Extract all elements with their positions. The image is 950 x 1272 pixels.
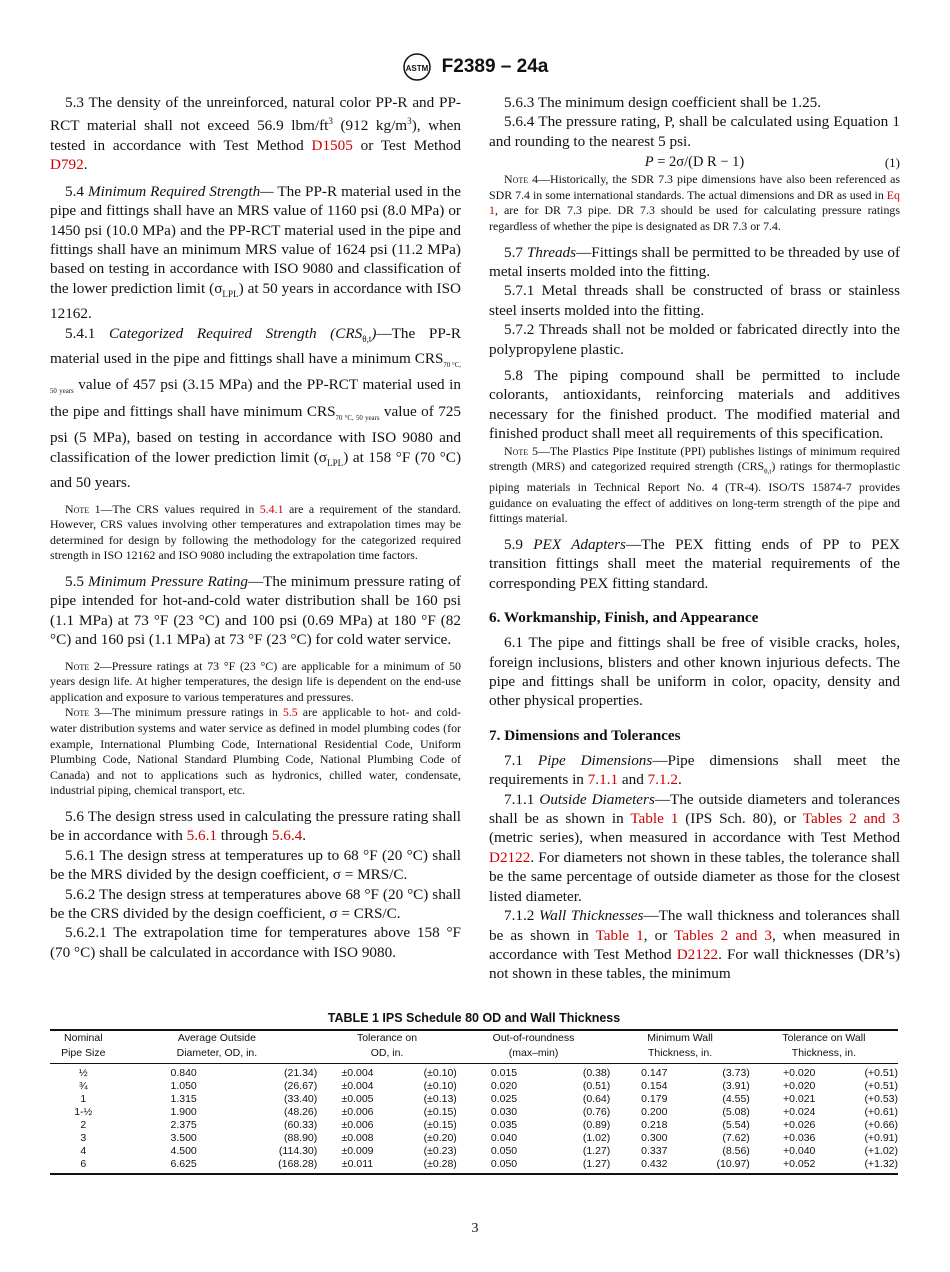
inch-value-cell: 0.015 (490, 1067, 518, 1079)
paragraph (489, 93, 900, 112)
inch-value-cell: 3.500 (170, 1132, 197, 1144)
metric-value-cell: (114.30) (278, 1145, 318, 1157)
text-run: 5.7.2 Threads shall not be molded or fabricated directly into the polypropylene plastic. (489, 321, 900, 358)
text-run: 6. Workmanship, Finish, and Appearance (489, 609, 759, 627)
inch-value-cell: +0.052 (750, 1158, 849, 1174)
italic-run: Outside Diameters (539, 790, 655, 808)
text-run: = 2σ/(D R − 1) (653, 154, 745, 171)
cross-reference-link[interactable]: Eq 1 (489, 187, 900, 218)
text-run: 7.1 (504, 751, 538, 769)
sub-script: θ,t (764, 467, 772, 476)
text-run: 5.6.2 The design stress at temperatures above 68 °F (20 °C) shall be the CRS divided by the design coefficient, σ = CRS/C. (50, 885, 461, 922)
metric-value-cell: (7.62) (722, 1132, 750, 1144)
inch-value-cell: ±0.006 (341, 1106, 374, 1118)
subtiny-script: 70 °C, 50 years (335, 414, 380, 422)
paragraph (50, 846, 461, 885)
paragraph (50, 885, 461, 924)
note-label: Note (504, 443, 529, 458)
inch-value-cell: 6.625 (117, 1158, 251, 1174)
italic-run: P (644, 154, 654, 171)
inch-value-cell: 0.050 (457, 1158, 551, 1174)
metric-value-cell: (10.97) (698, 1158, 750, 1174)
metric-value-cell: (±0.15) (423, 1119, 457, 1131)
metric-value-cell: (+0.53) (864, 1093, 898, 1105)
text-run: 5.6.1 The design stress at temperatures up to 68 °F (20 °C) shall be the MRS divided by the design coefficient, σ = MRS/C. (50, 846, 461, 884)
paragraph (489, 320, 900, 359)
metric-value-cell: (±0.10) (423, 1080, 457, 1092)
text-run: 7.1.1 (504, 790, 540, 808)
text-run: 4—Historically, the SDR 7.3 pipe dimensions have also been referenced as SDR 7.4 in some international standards. The actual dimensions and DR as used in (489, 172, 900, 202)
paragraph (489, 906, 900, 984)
text-run: , or (643, 926, 675, 944)
text-run: —The PP-R material used in the pipe and fittings shall have a minimum CRS (50, 324, 461, 367)
paragraph (50, 93, 461, 175)
inch-value-cell: ±0.011 (317, 1158, 398, 1174)
metric-value-cell: (33.40) (283, 1093, 318, 1105)
note-label: Note (65, 501, 90, 516)
table-row (50, 1145, 898, 1158)
metric-value-cell: (0.76) (582, 1106, 611, 1118)
pipe-size-cell: 3 (80, 1132, 87, 1144)
text-run: value of 725 psi (5 MPa), based on testing in accordance with ISO 9080 and classification of the lower prediction limit (σ (50, 402, 461, 466)
inch-value-cell: 0.147 (641, 1067, 668, 1079)
column-header: Out-of-roundness (457, 1030, 610, 1046)
text-run: —The PEX fitting ends of PP to PEX transition fittings shall meet the material requirements of the corresponding PEX fitting standard. (489, 536, 900, 592)
text-run: 5.4 (65, 182, 88, 200)
inch-value-cell: 0.432 (610, 1158, 698, 1174)
text-run: —Fittings shall be permitted to be threaded by use of metal inserts molded into the fitting. (489, 243, 900, 280)
metric-value-cell: (168.28) (251, 1158, 318, 1174)
equation-number: (1) (884, 155, 900, 171)
left-column (50, 93, 461, 962)
inch-value-cell: 0.030 (490, 1106, 518, 1118)
metric-value-cell: (0.64) (582, 1093, 611, 1105)
cross-reference-link[interactable]: 5.6.4 (271, 827, 303, 845)
cross-reference-link[interactable]: 5.4.1 (259, 501, 284, 516)
note-label: Note (65, 705, 90, 720)
metric-value-cell: (8.56) (722, 1145, 750, 1157)
metric-value-cell: (1.02) (582, 1132, 611, 1144)
text-run: (IPS Sch. 80), or (678, 810, 803, 828)
metric-value-cell: (+0.91) (864, 1132, 898, 1144)
cross-reference-link[interactable]: D792 (50, 156, 84, 174)
inch-value-cell: 0.020 (490, 1080, 518, 1092)
inch-value-cell: +0.036 (782, 1132, 816, 1144)
text-run: (metric series), when measured in accordance with Test Method (489, 829, 900, 847)
inch-value-cell: +0.024 (782, 1106, 816, 1118)
text-run: (912 kg/m (332, 117, 408, 135)
text-run: . (83, 156, 88, 174)
metric-value-cell: (3.91) (722, 1080, 750, 1092)
subtiny-script: 70 °C, 50 years (50, 362, 461, 396)
paragraph (50, 807, 461, 846)
pipe-size-cell: ½ (78, 1067, 88, 1079)
text-run: ) at 158 °F (70 °C) and 50 years. (50, 448, 461, 492)
table-row (50, 1064, 898, 1081)
inch-value-cell: 0.337 (641, 1145, 668, 1157)
text-run: 5.7.1 Metal threads shall be constructed of brass or stainless steel inserts molded into the fitting. (489, 282, 900, 319)
note (489, 444, 900, 527)
standard-designation: F2389 – 24a (441, 56, 549, 77)
metric-value-cell: (±0.10) (423, 1067, 457, 1079)
inch-value-cell: ±0.004 (341, 1067, 374, 1079)
inch-value-cell: +0.020 (782, 1080, 816, 1092)
inch-value-cell: 4.500 (170, 1145, 197, 1157)
column-header: Diameter, OD, in. (117, 1046, 318, 1064)
metric-value-cell: (+1.02) (864, 1145, 898, 1157)
text-run: are applicable to hot- and cold-water distribution systems and water service as defined in model plumbing codes (for example, International Plumbing Code, International Residential Code, Uniform Plumbing Code, National Standard Plumbing Code, National Plumbing Code of Canada) and not to applications such as hydronics, chilled water, condensate, industrial piping, chemical transport, etc. (50, 705, 461, 798)
text-run: 5.6.2.1 The extrapolation time for temperatures above 158 °F (70 °C) shall be calculated in accordance with ISO 9080. (50, 924, 461, 961)
text-run: —The wall thickness and tolerances shall be as shown in (489, 907, 900, 944)
text-run: 5.9 (504, 536, 534, 553)
text-run: 6.1 The pipe and fittings shall be free of visible cracks, holes, foreign inclusions, blisters and other known injurious defects. The pipe and fittings shall be uniform in color, opacity, density and other physical properties. (489, 634, 900, 710)
inch-value-cell: ±0.005 (341, 1093, 374, 1105)
inch-value-cell: 1.900 (170, 1106, 197, 1118)
text-run: —Pipe dimensions shall meet the requirements in (489, 751, 900, 789)
text-run: . For diameters not shown in these tables, the tolerance shall be the same percentage of outside diameter as those for the closest listed diameter. (489, 848, 900, 905)
paragraph (50, 923, 461, 962)
text-run: 7.1.2 (504, 907, 539, 925)
italic-run: ) (371, 324, 377, 342)
inch-value-cell: 0.200 (641, 1106, 668, 1118)
column-header: Pipe Size (50, 1046, 117, 1064)
text-run: —The outside diameters and tolerances shall be as shown in (489, 790, 900, 828)
inch-value-cell: 0.300 (641, 1132, 668, 1144)
cross-reference-link[interactable]: 5.6.1 (186, 827, 217, 845)
metric-value-cell: (±0.15) (423, 1106, 457, 1118)
column-header: Tolerance on (317, 1030, 457, 1046)
paragraph (50, 182, 461, 324)
italic-run: Threads (526, 243, 577, 261)
inch-value-cell: 0.025 (490, 1093, 518, 1105)
page-number: 3 (471, 1221, 479, 1236)
astm-logo-icon (402, 52, 432, 82)
italic-run: Minimum Required Strength— (87, 182, 274, 200)
paragraph (489, 112, 900, 151)
sub-script: θ,t (362, 333, 372, 344)
cross-reference-link[interactable]: Tables 2 and 3 (802, 810, 900, 828)
metric-value-cell: (48.26) (283, 1106, 318, 1118)
equation (489, 153, 900, 172)
column-header: Minimum Wall (610, 1030, 750, 1046)
text-run: , when measured in accordance with Test Method (489, 926, 900, 963)
metric-value-cell: (+0.51) (864, 1067, 898, 1079)
text-run: 2—Pressure ratings at 73 °F (23 °C) are applicable for a minimum of 50 years design life. At higher temperatures, the design life is dependent on the end-use application and exposure to various temperatures and pressures. (50, 658, 461, 704)
metric-value-cell: (±0.23) (423, 1145, 457, 1157)
pipe-size-cell: 6 (50, 1158, 117, 1174)
cross-reference-link[interactable]: Tables 2 and 3 (674, 926, 772, 944)
metric-value-cell: (+0.51) (864, 1080, 898, 1092)
paragraph (489, 281, 900, 320)
note (489, 172, 900, 234)
text-run: , are for DR 7.3 pipe. DR 7.3 should be used for calculating pressure ratings regardless of whether the pipe is designated as DR 7.3 or 7.4. (489, 203, 900, 233)
cross-reference-link[interactable]: 7.1.2 (647, 771, 678, 789)
paragraph (489, 366, 900, 444)
inch-value-cell: 0.179 (641, 1093, 668, 1105)
section-heading (489, 609, 900, 627)
column-header: Nominal (50, 1030, 117, 1046)
metric-value-cell: (88.90) (283, 1132, 318, 1144)
inch-value-cell: 0.035 (490, 1119, 518, 1131)
inch-value-cell: +0.021 (782, 1093, 816, 1105)
metric-value-cell: (±0.28) (398, 1158, 457, 1174)
inch-value-cell: ±0.008 (341, 1132, 374, 1144)
text-run: 5.3 The density of the unreinforced, natural color PP-R and PP-RCT material shall not exceed 56.9 lbm/ft (50, 94, 461, 135)
pipe-size-cell: 1 (80, 1093, 87, 1105)
inch-value-cell: 0.154 (641, 1080, 668, 1092)
text-run: 1—The CRS values required in (89, 501, 260, 516)
inch-value-cell: +0.026 (782, 1119, 816, 1131)
paragraph (489, 751, 900, 790)
italic-run: Minimum Pressure Rating (88, 572, 248, 590)
ips-schedule-80-table (50, 1029, 898, 1175)
text-run: 5.5 (65, 572, 89, 590)
pipe-size-cell: ¾ (78, 1080, 88, 1092)
table-caption: TABLE 1 IPS Schedule 80 OD and Wall Thickness (327, 1011, 621, 1025)
paragraph (50, 324, 461, 493)
text-run: and (618, 771, 648, 789)
cross-reference-link[interactable]: Table 1 (630, 810, 679, 828)
metric-value-cell: (0.51) (582, 1080, 611, 1092)
metric-value-cell: (±0.20) (423, 1132, 457, 1144)
metric-value-cell: (26.67) (283, 1080, 318, 1092)
sup-script: 3 (328, 116, 333, 127)
table-row (50, 1080, 898, 1093)
italic-run: Categorized Required Strength (CRS (109, 324, 363, 342)
text-run: ), when tested in accordance with Test Method (50, 117, 462, 154)
text-run: 5.6.4 The pressure rating, P, shall be calculated using Equation 1 and rounding to the nearest 5 psi. (489, 113, 900, 150)
metric-value-cell: (5.54) (722, 1119, 750, 1131)
inch-value-cell: ±0.004 (341, 1080, 374, 1092)
column-header: Average Outside (117, 1030, 318, 1046)
metric-value-cell: (0.89) (582, 1119, 611, 1131)
inch-value-cell: 0.840 (170, 1067, 197, 1079)
cross-reference-link[interactable]: D2122 (676, 945, 719, 963)
note (50, 705, 461, 799)
text-run: through (217, 827, 272, 845)
metric-value-cell: (3.73) (722, 1067, 750, 1079)
text-run: 5.7 (504, 243, 527, 261)
text-run: —The minimum pressure rating of pipe intended for hot-and-cold water distribution shall be 160 psi (1.1 MPa) at 73 °F (23 °C) and 100 psi (0.69 MPa) at 180 °F (82 °C) and 160 psi (1.1 MPa) at 73 °F (23 °C) for cold water service. (50, 572, 461, 649)
right-column (489, 93, 900, 984)
metric-value-cell: (1.27) (582, 1145, 611, 1157)
inch-value-cell: 0.050 (490, 1145, 518, 1157)
sup-script: 3 (407, 116, 412, 127)
section-heading (489, 727, 900, 745)
cross-reference-link[interactable]: 7.1.1 (587, 771, 619, 789)
text-run: ) at 50 years in accordance with ISO 12162. (50, 279, 461, 323)
paragraph (489, 790, 900, 906)
metric-value-cell: (+0.61) (864, 1106, 898, 1118)
metric-value-cell: (±0.13) (423, 1093, 457, 1105)
text-run: or Test Method (352, 136, 461, 154)
metric-value-cell: (5.08) (722, 1106, 750, 1118)
text-run: 5.6.3 The minimum design coefficient shall be 1.25. (504, 94, 822, 111)
page-header (0, 52, 950, 82)
inch-value-cell: 2.375 (170, 1119, 197, 1131)
text-run: ) ratings for thermoplastic piping materials in Technical Report No. 4 (TR-4). ISO/TS 15874-7 provides guidance on evaluating the effect of additives on long-term strength of the pipe and fittings material. (489, 459, 900, 526)
column-header: Thickness, in. (610, 1046, 750, 1064)
metric-value-cell: (1.27) (551, 1158, 610, 1174)
pipe-size-cell: 1-½ (74, 1106, 93, 1118)
text-run: . (302, 827, 307, 845)
inch-value-cell: 0.218 (641, 1119, 668, 1131)
italic-run: Pipe Dimensions (537, 751, 653, 769)
metric-value-cell: (+0.66) (864, 1119, 898, 1131)
metric-value-cell: (60.33) (283, 1119, 318, 1131)
text-run: The PP-R material used in the pipe and fittings shall have an MRS value of 1160 psi (8.0 MPa) or 1450 psi (10.0 MPa) and the PP-RCT material used in the pipe and fittings shall have an minimum MRS value of 1624 psi (11.2 MPa) based on testing in accordance with ISO 9080 and classification of the lower prediction limit (σ (50, 182, 461, 297)
text-run: 5.6 The design stress used in calculating the pressure rating shall be in accordance with (50, 807, 461, 845)
text-run: . (677, 771, 682, 789)
inch-value-cell: +0.020 (782, 1067, 816, 1079)
table-row (50, 1093, 898, 1106)
note (50, 502, 461, 564)
inch-value-cell: 1.050 (170, 1080, 197, 1092)
column-header: Tolerance on Wall (750, 1030, 898, 1046)
pipe-size-cell: 4 (80, 1145, 87, 1157)
inch-value-cell: 0.040 (490, 1132, 518, 1144)
paragraph (50, 572, 461, 650)
metric-value-cell: (0.38) (582, 1067, 611, 1079)
table-row (50, 1158, 898, 1174)
text-run: value of 457 psi (3.15 MPa) and the PP-RCT material used in the pipe and fittings shall have minimum CRS (50, 376, 461, 420)
text-run: 3—The minimum pressure ratings in (89, 705, 283, 720)
text-run: 7. Dimensions and Tolerances (489, 726, 681, 744)
italic-run: PEX Adapters (533, 536, 626, 553)
note (50, 659, 461, 706)
cross-reference-link[interactable]: D1505 (311, 136, 353, 154)
cross-reference-link[interactable]: D2122 (489, 848, 531, 866)
sub-script: LPL (222, 288, 239, 299)
table-row (50, 1106, 898, 1119)
metric-value-cell: (21.34) (283, 1067, 318, 1079)
note-label: Note (65, 658, 90, 673)
metric-value-cell: (4.55) (722, 1093, 750, 1105)
text-run: . For wall thicknesses (DR’s) not shown in these tables, the minimum (489, 945, 900, 983)
table-1 (50, 1011, 898, 1175)
text-run: 5.8 The piping compound shall be permitted to include colorants, antioxidants, reinforcing materials and additives necessary for the finished product. The modified material and finished product shall meet all requirements of this specification. (489, 367, 900, 443)
inch-value-cell: ±0.006 (341, 1119, 374, 1131)
paragraph (489, 535, 900, 593)
table-row (50, 1119, 898, 1132)
note-label: Note (504, 172, 529, 187)
paragraph (489, 633, 900, 711)
cross-reference-link[interactable]: 5.5 (282, 705, 298, 720)
text-run: 5—The Plastics Pipe Institute (PPI) publishes listings of minimum required strength (MRS) and categorized required strength (CRS (489, 443, 900, 474)
svg-text:ASTM: ASTM (405, 64, 428, 73)
paragraph (489, 243, 900, 282)
pipe-size-cell: 2 (80, 1119, 87, 1131)
column-header: Thickness, in. (750, 1046, 898, 1064)
metric-value-cell: (+1.32) (849, 1158, 898, 1174)
italic-run: Wall Thicknesses (538, 907, 644, 925)
sub-script: LPL (327, 457, 344, 468)
inch-value-cell: +0.040 (782, 1145, 816, 1157)
inch-value-cell: 1.315 (170, 1093, 197, 1105)
inch-value-cell: ±0.009 (341, 1145, 374, 1157)
text-run: are a requirement of the standard. However, CRS values involving other temperatures and extrapolation times may be determined for design by following the methodology for the categorized required strength in ISO 12162 and ISO 9080 including the extrapolation time factors. (50, 501, 461, 563)
cross-reference-link[interactable]: Table 1 (595, 926, 644, 944)
text-run: 5.4.1 (65, 324, 110, 342)
table-row (50, 1132, 898, 1145)
column-header: (max–min) (457, 1046, 610, 1064)
column-header: OD, in. (317, 1046, 457, 1064)
